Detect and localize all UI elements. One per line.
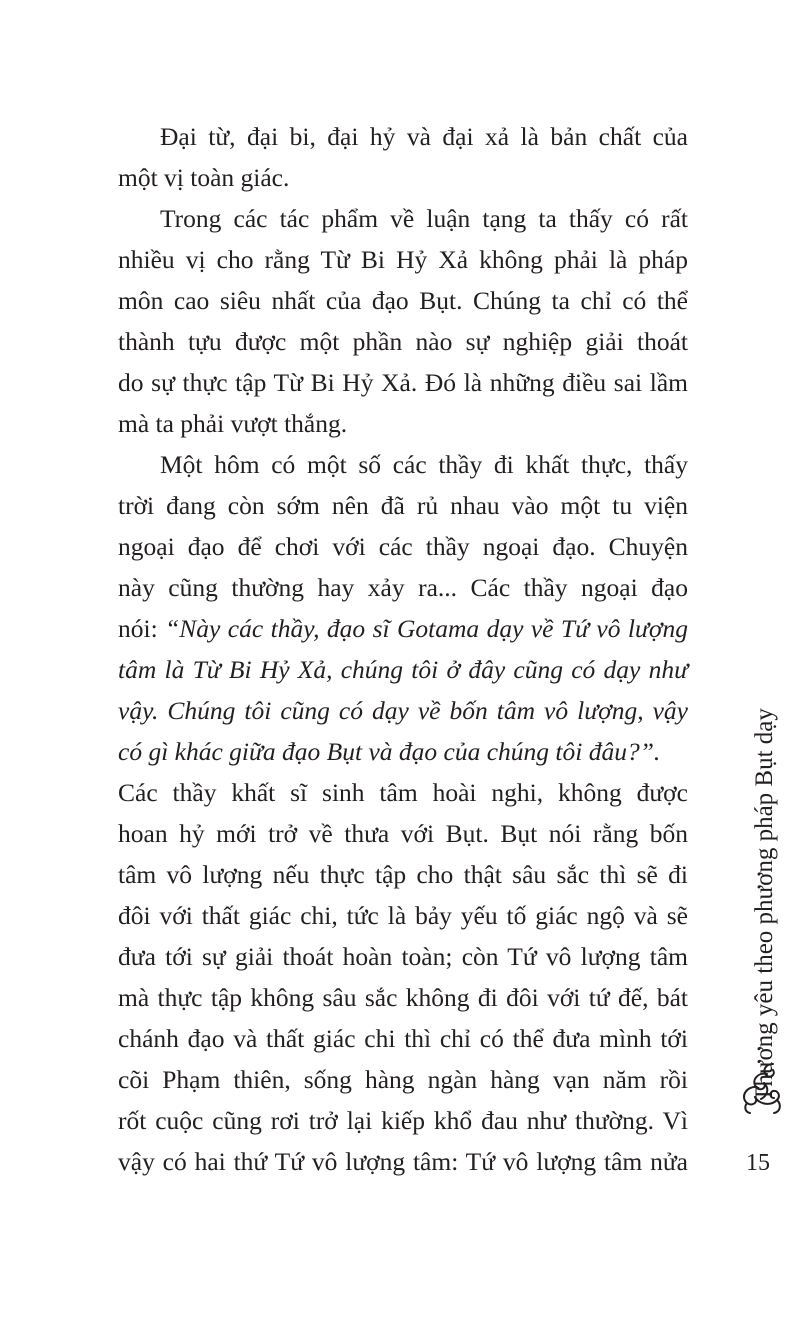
text-line xyxy=(118,780,688,806)
line-text: vậy có hai thứ Tứ vô lượng tâm: Tứ vô lượng tâm nửa xyxy=(118,1147,688,1176)
text-line xyxy=(118,124,688,150)
line-text: ngoại đạo để chơi với các thầy ngoại đạo. Chuyện xyxy=(118,532,688,561)
text-line xyxy=(160,452,688,478)
quote-text: tâm là Từ Bi Hỷ Xả, chúng tôi ở đây cũng có dạy như xyxy=(118,655,688,684)
text-line xyxy=(118,698,688,724)
text-line xyxy=(118,1067,688,1093)
quote-text: vậy. Chúng tôi cũng có dạy về bốn tâm vô lượng, vậy xyxy=(118,696,688,725)
text-line xyxy=(118,370,688,396)
line-text: nhiều vị cho rằng Từ Bi Hỷ Xả không phải là pháp xyxy=(118,245,688,274)
text-line xyxy=(118,329,688,355)
text-line xyxy=(118,862,688,888)
text-line xyxy=(160,206,688,232)
line-text: Một hôm có một số các thầy đi khất thực, thấy xyxy=(160,450,688,479)
line-text: môn cao siêu nhất của đạo Bụt. Chúng ta chỉ có thể xyxy=(118,286,688,315)
cloud-swirl-icon xyxy=(733,1058,793,1118)
page-number: 15 xyxy=(746,1150,770,1176)
line-text: hoan hỷ mới trở về thưa với Bụt. Bụt nói rằng bốn xyxy=(118,819,688,848)
line-text: này cũng thường hay xảy ra... Các thầy ngoại đạo xyxy=(118,573,688,602)
text-line xyxy=(118,1108,688,1134)
text-line xyxy=(118,493,688,519)
line-text: trời đang còn sớm nên đã rủ nhau vào một tu viện xyxy=(118,491,688,520)
quote-text: có gì khác giữa đạo Bụt và đạo của chúng tôi đâu?”. xyxy=(118,737,661,766)
text-line xyxy=(118,534,688,560)
line-text: Đại từ, đại bi, đại hỷ và đại xả là bản chất của xyxy=(160,122,688,151)
text-line xyxy=(118,616,688,642)
text-line xyxy=(118,903,688,929)
text-line xyxy=(118,575,688,601)
text-line xyxy=(118,944,688,970)
text-line xyxy=(118,288,688,314)
line-text: đưa tới sự giải thoát hoàn toàn; còn Tứ vô lượng tâm xyxy=(118,942,688,971)
line-text: cõi Phạm thiên, sống hàng ngàn hàng vạn năm rồi xyxy=(118,1065,688,1094)
text-line xyxy=(118,821,688,847)
running-head: Thương yêu theo phương pháp Bụt dạy xyxy=(751,708,778,1102)
line-text: Trong các tác phẩm về luận tạng ta thấy có rất xyxy=(160,204,688,233)
line-text: rốt cuộc cũng rơi trở lại kiếp khổ đau như thường. Vì xyxy=(118,1106,688,1135)
text-line xyxy=(118,657,688,683)
quote-text: “Này các thầy, đạo sĩ Gotama dạy về Tứ vô lượng xyxy=(165,614,689,643)
text-line xyxy=(118,1026,688,1052)
text-line xyxy=(118,247,688,273)
line-text: thành tựu được một phần nào sự nghiệp giải thoát xyxy=(118,327,688,356)
text-line xyxy=(118,739,688,765)
line-text: mà ta phải vượt thắng. xyxy=(118,409,348,438)
text-line xyxy=(118,411,688,437)
line-text: tâm vô lượng nếu thực tập cho thật sâu sắc thì sẽ đi xyxy=(118,860,688,889)
text-line xyxy=(118,1149,688,1175)
line-text: do sự thực tập Từ Bi Hỷ Xả. Đó là những điều sai lầm xyxy=(118,368,688,397)
line-text: đôi với thất giác chi, tức là bảy yếu tố giác ngộ và sẽ xyxy=(118,901,688,930)
line-text: nói: xyxy=(118,614,166,643)
text-line xyxy=(118,165,688,191)
line-text: Các thầy khất sĩ sinh tâm hoài nghi, không được xyxy=(118,778,688,807)
line-text: một vị toàn giác. xyxy=(118,163,290,192)
text-line xyxy=(118,985,688,1011)
line-text: chánh đạo và thất giác chi thì chỉ có thể đưa mình tới xyxy=(118,1024,688,1053)
line-text: mà thực tập không sâu sắc không đi đôi với tứ đế, bát xyxy=(118,983,688,1012)
